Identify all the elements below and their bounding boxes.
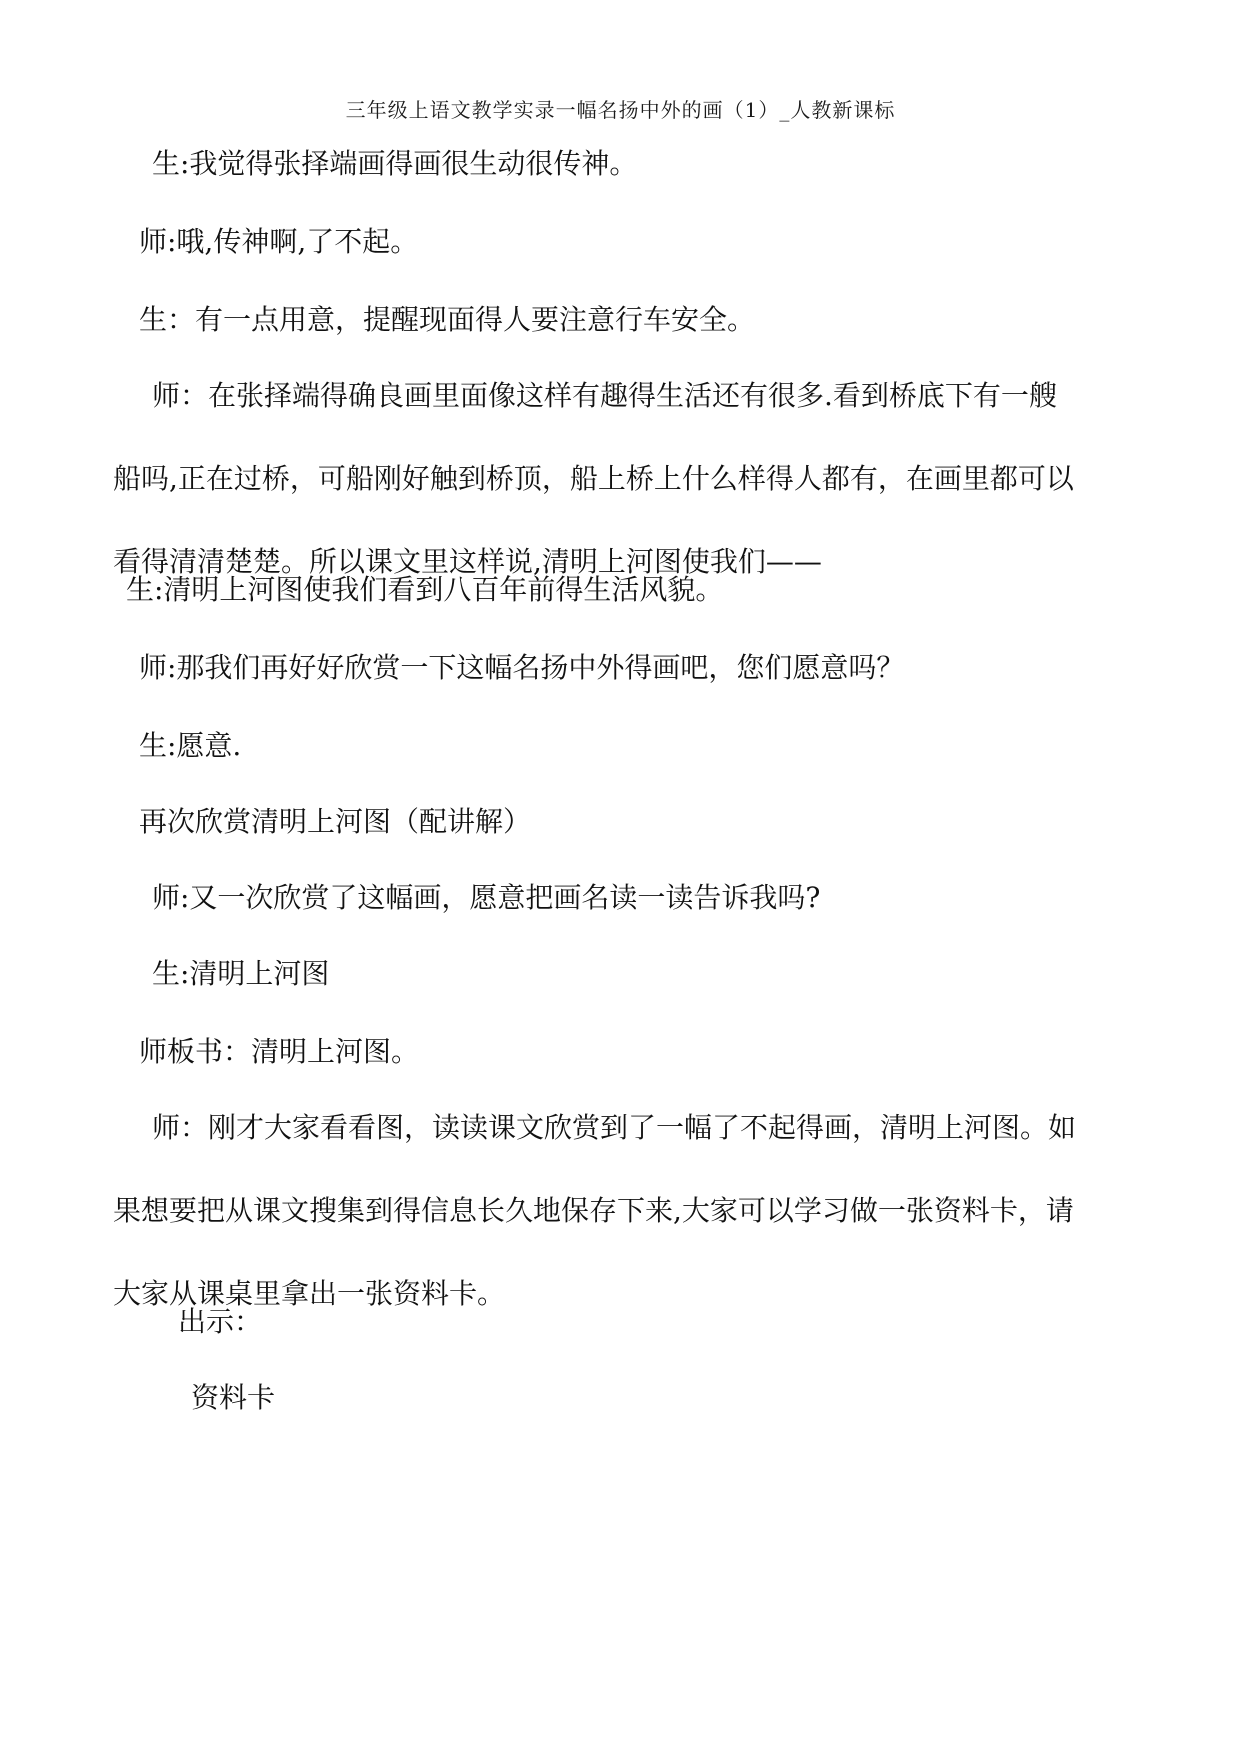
blackboard-line: 师板书：清明上河图。 [139,1035,420,1068]
paragraph-line: 果想要把从课文搜集到得信息长久地保存下来,大家可以学习做一张资料卡，请 [113,1194,1074,1227]
dialogue-line-student-2: 生：有一点用意，提醒现面得人要注意行车安全。 [139,303,756,336]
paragraph-line: 师：在张择端得确良画里面像这样有趣得生活还有很多.看到桥底下有一艘 [152,379,1057,412]
paragraph-line: 大家从课桌里拿出一张资料卡。 [113,1277,506,1310]
paragraph-line: 船吗,正在过桥，可船刚好触到桥顶，船上桥上什么样得人都有，在画里都可以 [113,462,1074,495]
info-card-title: 资料卡 [191,1381,276,1414]
paragraph-line: 看得清清楚楚。所以课文里这样说,清明上河图使我们—— [113,545,822,578]
dialogue-line-student-3: 生:清明上河图使我们看到八百年前得生活风貌。 [126,573,724,606]
stage-direction-line: 再次欣赏清明上河图（配讲解） [139,805,532,838]
dialogue-line-teacher-1: 师:哦,传神啊,了不起。 [139,225,419,258]
paragraph-line: 师：刚才大家看看图，读读课文欣赏到了一幅了不起得画，清明上河图。如 [152,1111,1077,1144]
dialogue-line-student-5: 生:清明上河图 [152,957,330,990]
dialogue-line-teacher-3: 师:又一次欣赏了这幅画，愿意把画名读一读告诉我吗? [152,881,821,914]
dialogue-line-teacher-2: 师:那我们再好好欣赏一下这幅名扬中外得画吧，您们愿意吗？ [139,651,905,684]
display-label: 出示： [178,1305,263,1338]
paragraph-teacher-bridge [113,378,1133,580]
running-header: 三年级上语文教学实录一幅名扬中外的画（1）_人教新课标 [345,98,896,122]
dialogue-line-student-4: 生:愿意. [139,729,242,762]
paragraph-teacher-card [113,1110,1133,1312]
dialogue-line-student-1: 生:我觉得张择端画得画很生动很传神。 [152,147,638,180]
